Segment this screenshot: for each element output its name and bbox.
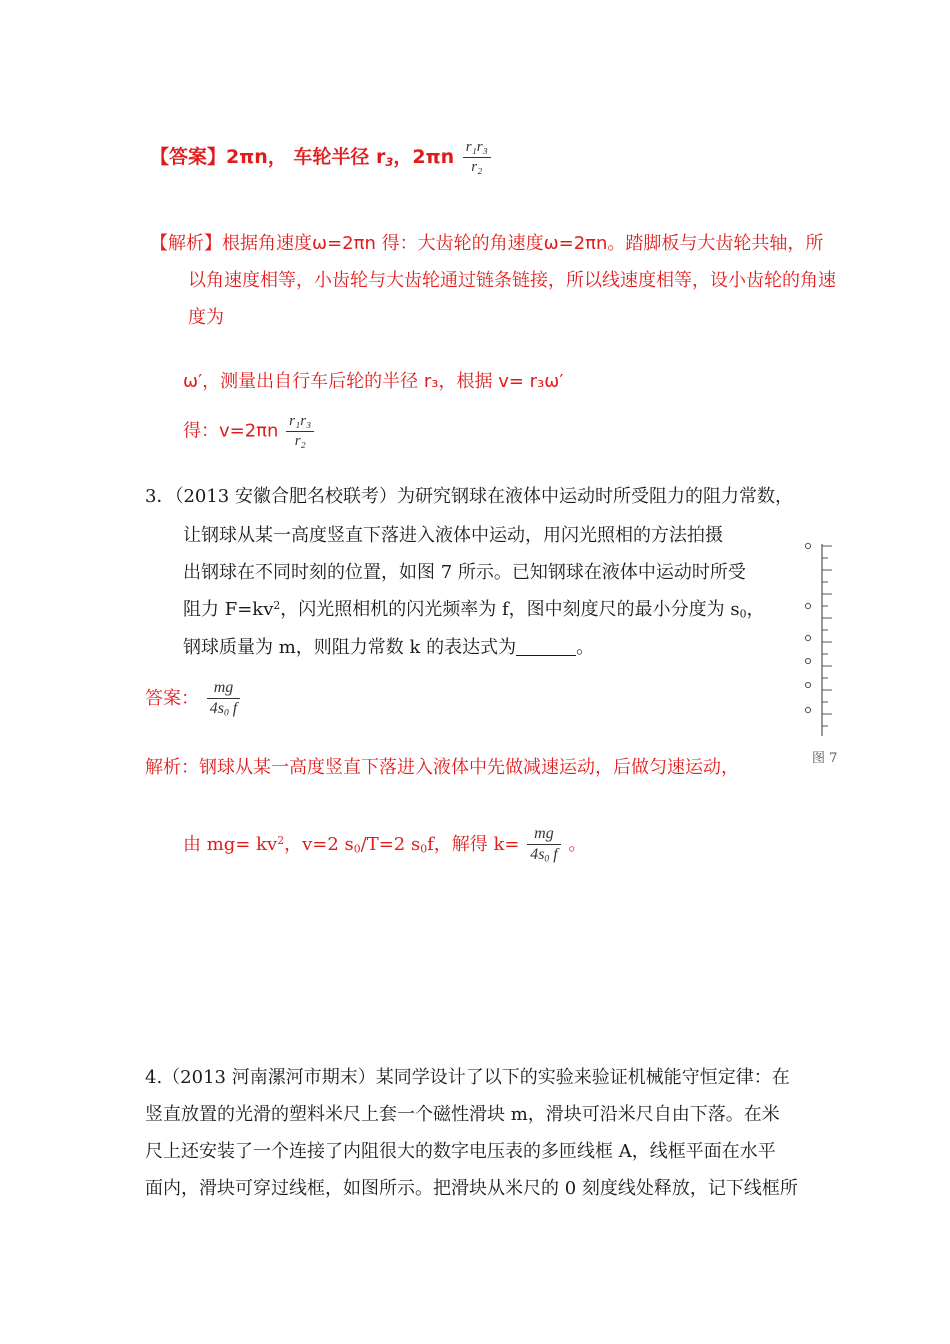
q3-answer-label: 答案： [145,688,199,709]
q3-line-4-b: ，闪光照相机的闪光频率为 f，图中刻度尺的最小分度为 s [280,599,740,620]
analysis-fraction [286,414,314,449]
q3-line-4-sub: 0 [739,607,747,621]
q3-answer-fraction [207,680,240,718]
analysis-line-2: 以角速度相等，小齿轮与大齿轮通过链条链接，所以线速度相等，设小齿轮的角速 [188,270,836,291]
q4-line-2: 竖直放置的光滑的塑料米尺上套一个磁性滑块 m，滑块可沿米尺自由下落。在米 [145,1104,780,1125]
analysis-line-1: 【解析】根据角速度ω=2πn 得：大齿轮的角速度ω=2πn。踏脚板与大齿轮共轴，所 [150,233,824,254]
q3-line-5 [183,633,594,659]
ball-position-2 [805,603,810,608]
answer-label: 【答案】 [150,146,227,168]
q3-line-4-a: 阻力 F=kv [183,599,274,620]
q3-analysis-sub-1: 0 [353,842,361,856]
q3-analysis-sub-2: 0 [420,842,428,856]
analysis-fraction-numerator: r₁r₃ [286,414,314,432]
answer-r-sub: 3 [385,154,394,169]
answer-fraction-numerator: r₁r₃ [463,140,491,158]
q3-analysis-a: 由 mg= kv [183,834,278,855]
q3-analysis-den-f: f [549,846,558,863]
ball-position-1 [805,543,810,548]
q3-line-4 [183,595,764,621]
q3-analysis-numerator: mg [527,826,560,845]
analysis-fraction-denominator: r₂ [294,433,306,449]
q3-answer-denominator [207,699,240,718]
analysis-line-5-prefix: 得：v=2πn [183,420,279,442]
q3-answer [145,680,242,718]
answer-sep: ，2πn [393,146,455,168]
q4-line-1: 4.（2013 河南漯河市期末）某同学设计了以下的实验来验证机械能守恒定律：在 [145,1067,790,1088]
q4-line-3: 尺上还安装了一个连接了内阻很大的数字电压表的多匝线框 A，线框平面在水平 [145,1141,776,1162]
q3-line-4-sup: 2 [273,599,281,613]
q3-analysis-line-1: 解析：钢球从某一高度竖直下落进入液体中先做减速运动，后做匀速运动， [145,757,739,778]
figure-label: 图 7 [812,751,838,766]
q3-analysis-c: /T=2 s [360,834,421,855]
answer-line [150,140,493,175]
q3-line-5-a: 钢球质量为 m，则阻力常数 k 的表达式为 [183,637,517,658]
ruler-ticks [822,546,832,726]
ball-position-6 [805,707,810,712]
q3-analysis-d: f，解得 k= [427,834,520,855]
q3-analysis-denominator [527,845,560,864]
q3-line-1: 3．（2013 安徽合肥名校联考）为研究钢球在液体中运动时所受阻力的阻力常数， [145,486,793,507]
answer-fraction [463,140,491,175]
answer-fraction-denominator: r₂ [471,159,483,175]
q3-line-5-b: 。 [576,637,595,658]
analysis-line-3: 度为 [188,307,224,328]
q3-analysis-den-main: 4s [530,846,545,863]
analysis-line-5 [183,414,316,449]
q3-line-3: 出钢球在不同时刻的位置，如图 7 所示。已知钢球在液体中运动时所受 [183,562,746,583]
q3-line-4-c: ， [746,599,765,620]
ball-positions [805,543,810,712]
q3-answer-den-f: f [228,700,238,717]
ball-position-3 [805,635,810,640]
ball-position-5 [805,682,810,687]
q3-analysis-e: 。 [568,834,587,855]
ball-position-4 [805,658,810,663]
q3-line-2: 让钢球从某一高度竖直下落进入液体中运动，用闪光照相的方法拍摄 [183,525,723,546]
answer-text: 2πn， 车轮半径 r [226,146,386,168]
q3-answer-den-main: 4s [209,700,224,717]
q3-answer-numerator: mg [207,680,240,699]
analysis-line-4: ω′，测量出自行车后轮的半径 r₃，根据 v= r₃ω′ [183,371,564,392]
q3-analysis-den-sub: 0 [544,853,550,865]
answer-blank [516,637,576,656]
ruler-figure [800,536,860,770]
q3-analysis-b: ，v=2 s [284,834,354,855]
q3-analysis-sup: 2 [277,834,285,848]
q3-analysis-line-2 [183,826,586,864]
q3-answer-den-sub: 0 [223,707,229,719]
q4-line-4: 面内，滑块可穿过线框，如图所示。把滑块从米尺的 0 刻度线处释放，记下线框所 [145,1178,798,1199]
q3-analysis-fraction [527,826,560,864]
